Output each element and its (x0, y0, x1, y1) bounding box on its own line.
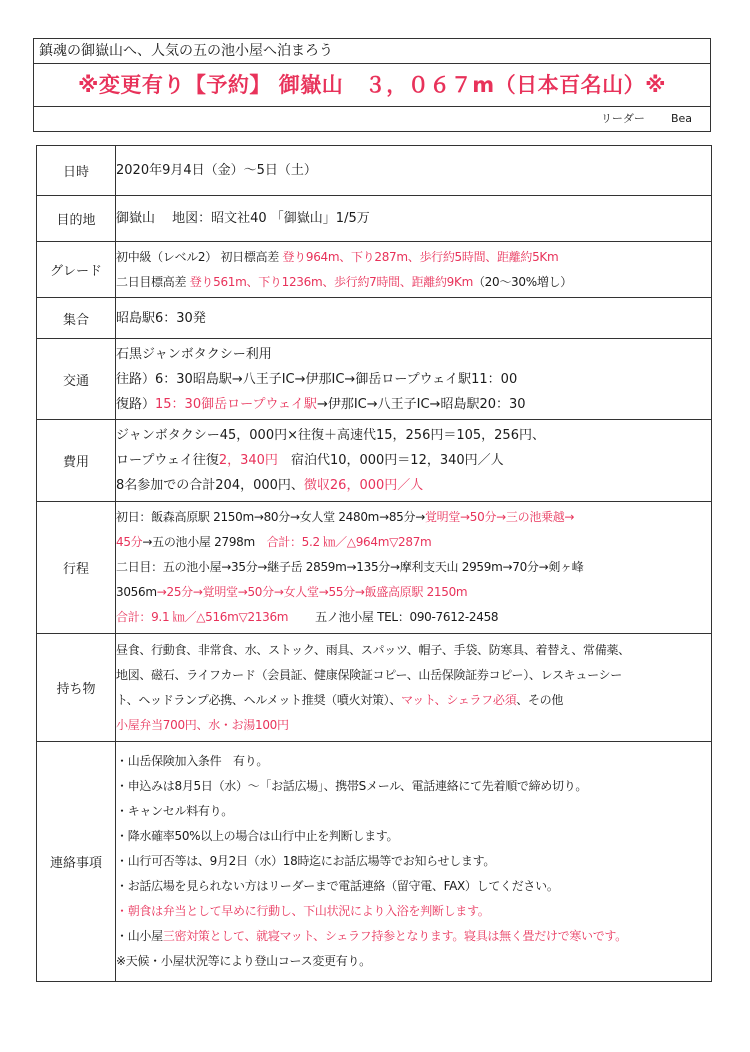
highlight-text: 覚明堂→50分→三の池乗越→ (424, 510, 575, 524)
highlight-text: 合計：5.2 ㎞／△964m▽287m (266, 535, 432, 549)
row-belongings (37, 634, 712, 742)
row-itinerary (37, 502, 712, 634)
line-text: 3056m (116, 585, 157, 599)
line-text: →伊那IC→八王子IC→昭島駅20：30 (316, 396, 526, 412)
text-line (116, 688, 711, 713)
meeting-value (116, 298, 712, 339)
line-text: ・降水確率50%以上の場合は山行中止を判断します。 (116, 829, 399, 843)
line-text: →五の池小屋 2798m (142, 535, 267, 549)
line-text: ロープウェイ往復 (116, 453, 219, 468)
cost-value (116, 420, 712, 502)
text-line (116, 580, 711, 605)
line-text: 復路） (116, 396, 156, 412)
notes-value (116, 742, 712, 982)
text-line (116, 473, 711, 498)
line-text: 二日目：五の池小屋→35分→継子岳 2859m→135分→摩利支天山 2959m→70分→剣ヶ峰 (116, 560, 584, 574)
line-text: 初中級（レベル2） 初日標高差 (116, 249, 283, 264)
highlight-text: 徴収26，000円／人 (303, 478, 424, 493)
info-table (36, 145, 712, 982)
belongings-value (116, 634, 712, 742)
leader-label: リーダー (600, 112, 645, 125)
text-line (116, 270, 711, 295)
line-text: ・キャンセル料有り。 (116, 804, 234, 818)
text-line (116, 555, 711, 580)
text-line (116, 245, 711, 270)
header-block (33, 38, 711, 132)
itinerary-value (116, 502, 712, 634)
notes-label: 連絡事項 (37, 742, 116, 982)
row-notes (37, 742, 712, 982)
row-destination (37, 196, 712, 242)
text-line (116, 899, 711, 924)
page-title: ※変更有り【予約】 御嶽山 ３，０６７m（日本百名山）※ (34, 64, 710, 107)
highlight-text: ・朝食は弁当として早めに行動し、下山状況により入浴を判断します。 (116, 904, 490, 918)
destination-value (116, 196, 712, 242)
line-text: 、その他 (516, 692, 564, 707)
highlight-text: 三密対策として、就寝マット、シェラフ持参となります。寝具は無く畳だけで寒いです。 (162, 929, 627, 943)
text-line (116, 949, 711, 974)
leader-name: Bea (670, 112, 692, 125)
text-line (116, 849, 711, 874)
text-line (116, 423, 711, 448)
text-line (116, 874, 711, 899)
line-text: ・山小屋 (116, 929, 163, 943)
text-line (116, 367, 711, 392)
belongings-label: 持ち物 (37, 634, 116, 742)
line-text: 石黒ジャンボタクシー利用 (116, 346, 272, 362)
text-line (116, 713, 711, 738)
line-text: ジャンボタクシー45，000円×往復＋高速代15，256円＝105，256円、 (116, 428, 545, 443)
row-grade (37, 242, 712, 298)
line-text: ・山岳保険加入条件 有り。 (116, 754, 269, 768)
cost-label: 費用 (37, 420, 116, 502)
text-line (116, 530, 711, 555)
text-line (116, 638, 711, 663)
text-line (116, 306, 711, 331)
row-meeting (37, 298, 712, 339)
line-text: ト、ヘッドランプ必携、ヘルメット推奨（噴火対策）、 (116, 692, 402, 707)
text-line (116, 774, 711, 799)
line-text: 昼食、行動食、非常食、水、ストック、雨具、スパッツ、帽子、手袋、防寒具、着替え、常備薬、 (116, 642, 630, 657)
text-line (116, 392, 711, 417)
line-text: 五ノ池小屋 TEL：090-7612-2458 (288, 610, 499, 624)
itinerary-label: 行程 (37, 502, 116, 634)
text-line (116, 663, 711, 688)
row-transport (37, 339, 712, 420)
line-text: 宿泊代10，000円＝12，340円／人 (277, 453, 504, 468)
grade-value (116, 242, 712, 298)
highlight-text: 15：30御岳ロープウェイ駅 (155, 396, 317, 412)
line-text: 御嶽山 地図：昭文社40 「御嶽山」1/5万 (116, 211, 370, 226)
leader-row (34, 107, 710, 131)
line-text: ・山行可否等は、9月2日（水）18時迄にお話広場等でお知らせします。 (116, 854, 496, 868)
text-line (116, 342, 711, 367)
text-line (116, 924, 711, 949)
text-line (116, 158, 711, 183)
line-text: 初日：飯森高原駅 2150m→80分→女人堂 2480m→85分→ (116, 510, 425, 524)
text-line (116, 505, 711, 530)
highlight-text: 合計：9.1 ㎞／△516m▽2136m (116, 610, 289, 624)
line-text: 2020年9月4日（金）～5日（土） (116, 163, 317, 178)
meeting-label: 集合 (37, 298, 116, 339)
row-cost (37, 420, 712, 502)
text-line (116, 206, 711, 231)
highlight-text: 登り964m、下り287m、歩行約5時間、距離約5Km (282, 249, 559, 264)
line-text: 8名参加での合計204，000円、 (116, 478, 304, 493)
line-text: ※天候・小屋状況等により登山コース変更有り。 (116, 954, 371, 968)
line-text: ・申込みは8月5日（水）～「お話広場」、携帯Sメール、電話連絡にて先着順で締め切り。 (116, 779, 588, 793)
highlight-text: 登り561m、下り1236m、歩行約7時間、距離約9Km (189, 274, 473, 289)
highlight-text: →25分→覚明堂→50分→女人堂→55分→飯盛高原駅 2150m (156, 585, 468, 599)
transport-label: 交通 (37, 339, 116, 420)
text-line (116, 824, 711, 849)
text-line (116, 605, 711, 630)
text-line (116, 799, 711, 824)
line-text: ・お話広場を見られない方はリーダーまで電話連絡（留守電、FAX）してください。 (116, 879, 559, 893)
highlight-text: マット、シェラフ必須 (401, 692, 517, 707)
highlight-text: 小屋弁当700円、水・お湯100円 (116, 717, 289, 732)
line-text: 二日目標高差 (116, 274, 190, 289)
highlight-text: 45分 (116, 535, 143, 549)
highlight-text: 2，340円 (218, 453, 278, 468)
destination-label: 目的地 (37, 196, 116, 242)
page-subtitle: 鎮魂の御嶽山へ、人気の五の池小屋へ泊まろう (34, 39, 710, 64)
text-line (116, 448, 711, 473)
row-datetime (37, 146, 712, 196)
line-text: 地図、磁石、ライフカード（会員証、健康保険証コピー、山岳保険証券コピー）、レスキューシー (116, 667, 622, 682)
datetime-label: 日時 (37, 146, 116, 196)
text-line (116, 749, 711, 774)
datetime-value (116, 146, 712, 196)
line-text: （20～30%増し） (472, 274, 572, 289)
grade-label: グレード (37, 242, 116, 298)
transport-value (116, 339, 712, 420)
line-text: 昭島駅6：30発 (116, 310, 206, 326)
line-text: 往路）6：30昭島駅→八王子IC→伊那IC→御岳ロープウェイ駅11：00 (116, 371, 518, 387)
